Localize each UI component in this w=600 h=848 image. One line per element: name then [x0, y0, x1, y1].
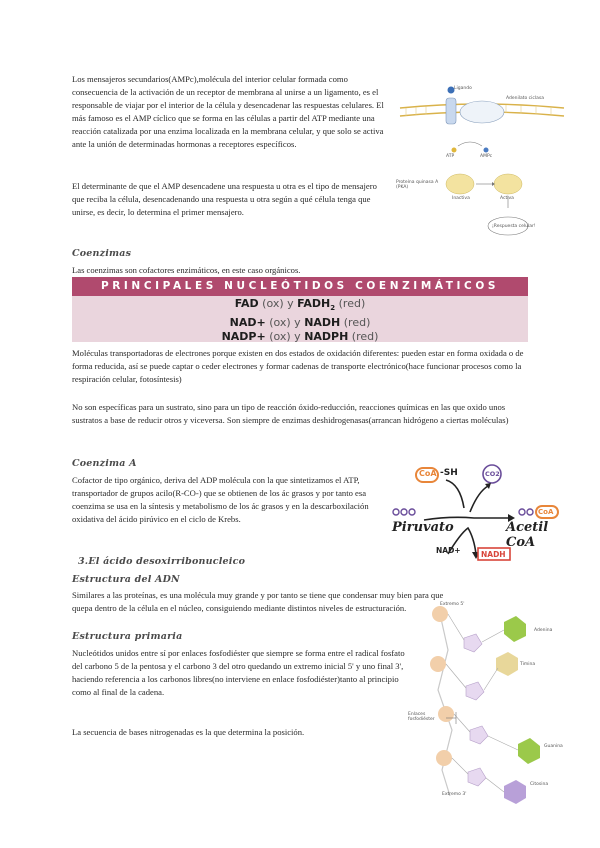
- section-3-heading: 3.El ácido desoxirribonucleico: [78, 556, 246, 567]
- co2-label: CO2: [485, 470, 500, 478]
- citosina-label: Citosina: [530, 782, 549, 787]
- sh-label: -SH: [440, 468, 458, 478]
- end-5-label: Extremo 5': [440, 602, 465, 607]
- pka-inactive-label: Inactiva: [452, 196, 470, 201]
- camp-signaling-diagram: [396, 78, 568, 250]
- nadh-label: NADH: [481, 550, 506, 559]
- pka-active-label: Activa: [500, 196, 514, 201]
- paragraph-base-sequence: La secuencia de bases nitrogenadas es la que determina la posición.: [72, 727, 305, 737]
- ligand-label: Ligando: [454, 86, 472, 91]
- phosphodiester-label: Enlaces fosfodiéster: [408, 712, 435, 722]
- nad-label: NAD+: [436, 546, 461, 555]
- camp-label: AMPc: [480, 154, 493, 159]
- coenzimas-intro: Las coenzimas son cofactores enzimáticos, en este caso orgánicos.: [72, 265, 301, 275]
- paragraph-dna-structure: Similares a las proteínas, es una molécula muy grande y por tanto se tiene que condensar muy bien para que quepa dentro de la célula en el núcleo, consiguiendo mediante distintos niveles de estructuración.: [72, 590, 444, 613]
- paragraph-redox: No son específicas para un sustrato, sino para un tipo de reacción óxido-reducción, reacciones químicas en las que oxido unos sustratos a base de reducir otros y viceversa. Son siempre de enzimas deshidrogenasas(arrancan hidrógeno a ciertas moléculas): [72, 402, 509, 425]
- table-row: FAD (ox) y $FADH_2$ (red): [234, 297, 366, 313]
- coenzymes-banner: PRINCIPALES NUCLEÓTIDOS COENZIMÁTICOS: [72, 277, 528, 296]
- adenina-label: Adenina: [534, 628, 553, 633]
- guanina-label: Guanina: [544, 744, 563, 749]
- table-row: NAD+ (ox) y NADH (red): [229, 315, 371, 329]
- coa-small-label: CoA: [538, 508, 554, 516]
- atp-label: ATP: [446, 154, 455, 159]
- acetyl-coa-diagram: [390, 462, 570, 567]
- enzyme-label: Adenilato ciclasa: [506, 96, 544, 101]
- end-3-label: Extremo 3': [442, 792, 467, 797]
- timina-label: Timina: [520, 662, 536, 667]
- dna-strand-diagram: [408, 600, 573, 805]
- pka-label: Proteína quinasa A (PKA): [396, 180, 439, 190]
- coa-label: CoA: [419, 469, 437, 478]
- paragraph-second-messengers: Los mensajeros secundarios(AMPc),molécula del interior celular formada como consecuencia de la activación de un receptor de membrana al unirse a un ligamento, es el responsable de viajar por el interior de la célula y desencadenar las respuestas celulares. El más famoso es el AMP cíclico que se forma en las células a partir del ATP mediante una reacción catalizada por una enzima localizada en la membrana celular, y que solo se activa ante la unión de determinadas hormonas a receptores específicos.: [72, 74, 384, 149]
- piruvato-label: Piruvato: [392, 520, 454, 535]
- coenzima-a-heading: Coenzima A: [72, 458, 137, 469]
- estructura-primaria-heading: Estructura primaria: [72, 631, 183, 642]
- paragraph-coenzyme-a: Cofactor de tipo orgánico, deriva del ADP molécula con la que sintetizamos el ATP, transportador de grupos acilo(R-CO-) que se obtienen de los ác grasos y por tanto esa coenzima se usa en la síntesis y metabolismo de los ác grasos y en la descarboxilación oxidativa del ácido pirúvico en el ciclo de Krebs.: [72, 475, 369, 524]
- paragraph-primary-structure: Nucleótidos unidos entre sí por enlaces fosfodiéster que siempre se forma entre el radical fosfato del carbono 5 de la pentosa y el carbono 3 del otro quedando un extremo inicial 5' y uno final 3', haciendo referencia a los carbonos libres(no interviene en enlace fosfodiéster)tanto al principio como al final de la cadena.: [72, 648, 405, 697]
- acetil-coa-label: Acetil CoA: [506, 520, 549, 550]
- coenzymes-table: [72, 296, 528, 342]
- paragraph-first-messenger: El determinante de que el AMP desencadene una respuesta u otra es el tipo de mensajero que reciba la célula, desencadenando una respuesta u otra según a qué célula tenga que unirse, es decir, lo determina el primer mensajero.: [72, 181, 377, 217]
- estructura-adn-heading: Estructura del ADN: [72, 574, 180, 585]
- paragraph-electron-carriers: Moléculas transportadoras de electrones porque existen en dos estados de oxidación diferentes: pueden estar en forma oxidada o de forma reducida, así se puede captar o ceder electrones y formar cadenas de transporte electrónico(hace funcionar procesos como la respiración celular, fotosíntesis): [72, 348, 524, 384]
- response-label: ¡Respuesta celular!: [492, 224, 536, 229]
- coenzimas-heading: Coenzimas: [72, 248, 132, 259]
- table-row: NADP+ (ox) y NADPH (red): [221, 330, 379, 344]
